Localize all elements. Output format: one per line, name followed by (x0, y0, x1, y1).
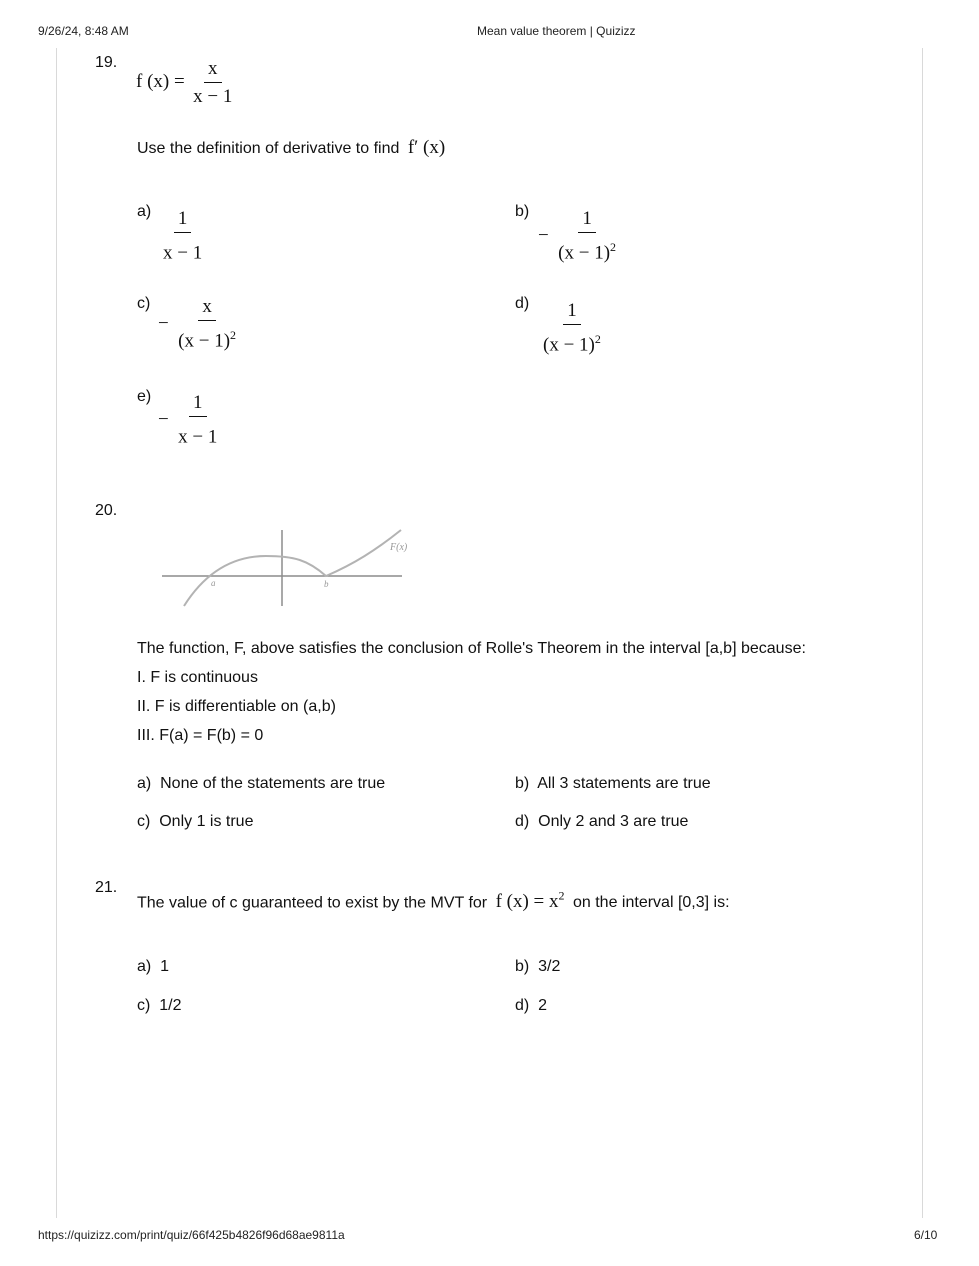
question-21-number: 21. (95, 879, 118, 896)
question-19-number: 19. (95, 54, 118, 71)
graph-a-label: a (211, 578, 216, 588)
q19-option-e-den-text: x − 1 (178, 426, 218, 448)
q20-option-c[interactable] (137, 813, 253, 831)
q21-option-a[interactable] (137, 958, 169, 976)
q19-option-a-fraction (159, 208, 206, 264)
page-url: https://quizizz.com/print/quiz/66f425b4826f96d68ae9811a (38, 1228, 345, 1242)
q20-stem: The function, F, above satisfies the conclusion of Rolle's Theorem in the interval [a,b] because: (137, 640, 806, 657)
q19-option-a-numerator: 1 (174, 208, 192, 233)
q19-option-c-label[interactable]: c) (137, 295, 151, 312)
q21-stem-exponent: 2 (558, 889, 565, 903)
q19-option-e[interactable] (158, 392, 221, 448)
left-margin-line (56, 48, 57, 1218)
q21-option-d-text: 2 (538, 997, 548, 1014)
page-number: 6/10 (914, 1228, 938, 1242)
q19-option-c-fraction (174, 296, 240, 352)
q20-option-d-text: Only 2 and 3 are true (538, 813, 689, 830)
q19-option-b[interactable] (538, 208, 620, 264)
q19-option-b-label[interactable]: b) (515, 203, 530, 220)
q20-option-b-label: b) (515, 775, 530, 792)
q19-prompt-math: f′ (x) (407, 137, 446, 158)
q21-option-d[interactable] (515, 997, 547, 1015)
q19-option-d-denominator (539, 325, 605, 356)
q20-statement-3: III. F(a) = F(b) = 0 (137, 727, 264, 744)
q19-option-b-den-text: (x − 1) (558, 242, 611, 264)
q19-option-b-fraction (554, 208, 620, 264)
q19-prompt-text: Use the definition of derivative to find (137, 140, 400, 157)
q21-stem-after: on the interval [0,3] is: (572, 894, 730, 912)
q20-option-a[interactable] (137, 775, 385, 793)
q20-option-c-text: Only 1 is true (159, 813, 254, 830)
q19-func-denominator: x − 1 (193, 86, 233, 107)
q21-option-a-label: a) (137, 958, 152, 975)
q19-option-d-den-text: (x − 1) (543, 334, 595, 356)
q19-option-d-fraction (539, 300, 605, 356)
q19-option-d-numerator: 1 (563, 300, 581, 325)
q20-statement-1: I. F is continuous (137, 669, 258, 686)
rolle-graph (158, 526, 420, 612)
q19-option-e-fraction (174, 392, 221, 448)
q20-option-c-label: c) (137, 813, 151, 830)
right-margin-line (922, 48, 923, 1218)
q19-prompt (137, 137, 445, 159)
graph-curve (184, 530, 401, 606)
q19-option-a-den-text: x − 1 (163, 242, 203, 264)
q19-option-b-numerator: 1 (578, 208, 596, 233)
q21-stem-math-text: f (x) = x (495, 891, 559, 913)
q20-option-a-label: a) (137, 775, 152, 792)
q20-option-a-text: None of the statements are true (160, 775, 386, 792)
print-datetime: 9/26/24, 8:48 AM (38, 24, 129, 38)
q19-function-lhs: f (x) = (136, 71, 185, 93)
q20-option-d[interactable] (515, 813, 688, 831)
question-20-number: 20. (95, 502, 118, 519)
page-title: Mean value theorem | Quizizz (477, 24, 636, 38)
q19-option-e-label[interactable]: e) (137, 388, 152, 405)
q19-option-a-denominator (159, 233, 206, 264)
q19-option-b-denominator (554, 233, 620, 264)
q19-option-e-sign: − (158, 409, 169, 431)
q21-option-c-text: 1/2 (159, 997, 182, 1014)
q19-option-c[interactable] (158, 296, 240, 352)
q21-option-d-label: d) (515, 997, 530, 1014)
q19-option-c-exponent: 2 (230, 328, 237, 342)
q19-option-d-label[interactable]: d) (515, 295, 530, 312)
q19-option-a-label[interactable]: a) (137, 203, 152, 220)
q21-stem (137, 889, 730, 913)
q21-option-c[interactable] (137, 997, 181, 1015)
q19-option-b-exponent: 2 (610, 240, 617, 254)
q21-stem-before: The value of c guaranteed to exist by the MVT for (137, 894, 488, 912)
q21-option-b-text: 3/2 (538, 958, 561, 975)
q20-option-b[interactable] (515, 775, 711, 793)
q19-option-e-numerator: 1 (189, 392, 207, 417)
q19-option-c-numerator: x (198, 296, 216, 321)
q19-option-c-den-text: (x − 1) (178, 330, 231, 352)
q21-option-a-text: 1 (160, 958, 170, 975)
q21-option-b-label: b) (515, 958, 530, 975)
q19-option-d-exponent: 2 (594, 332, 601, 346)
q19-option-e-denominator (174, 417, 221, 448)
q19-option-c-denominator (174, 321, 240, 352)
q19-option-d[interactable] (538, 300, 605, 356)
q19-option-b-sign: − (538, 225, 549, 247)
graph-curve-label: F(x) (390, 542, 408, 553)
q19-func-numerator: x (204, 58, 222, 83)
q20-option-d-label: d) (515, 813, 530, 830)
q21-stem-math (496, 891, 565, 912)
graph-b-label: b (324, 579, 329, 589)
q19-option-c-sign: − (158, 313, 169, 335)
q19-option-a[interactable] (158, 208, 206, 264)
q21-option-c-label: c) (137, 997, 151, 1014)
q20-statement-2: II. F is differentiable on (a,b) (137, 698, 336, 715)
q21-option-b[interactable] (515, 958, 560, 976)
q20-option-b-text: All 3 statements are true (537, 775, 711, 792)
q19-function (136, 58, 236, 108)
q19-function-fraction (189, 58, 236, 108)
